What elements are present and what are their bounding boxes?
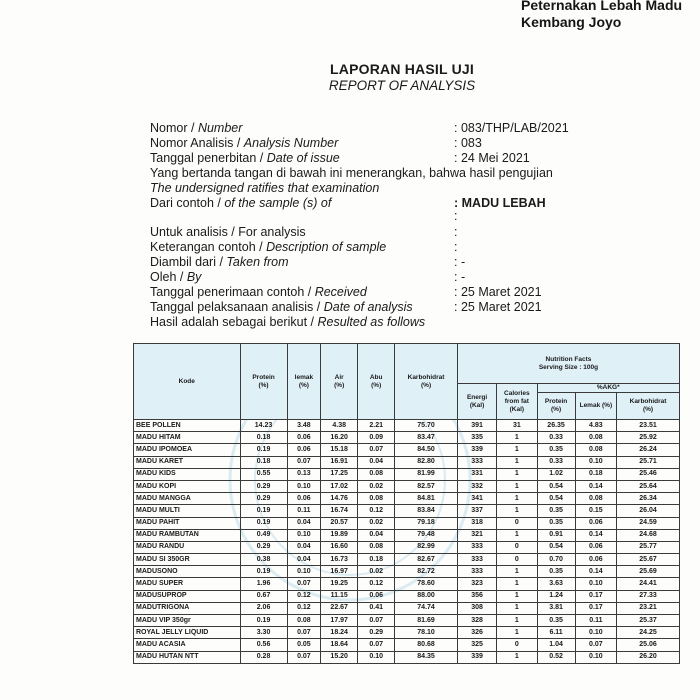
statement-text: Yang bertanda tangan di bawah ini menerangkan, bahwa hasil pengujian bbox=[150, 166, 553, 180]
cell-lemak: 0.06 bbox=[287, 432, 321, 444]
cell-akg-lemak: 0.14 bbox=[575, 566, 616, 578]
header-karbohidrat: Karbohidrat (%) bbox=[395, 344, 458, 420]
sample-label: Dari contoh / of the sample (s) of bbox=[150, 196, 332, 210]
cell-energi: 326 bbox=[457, 627, 496, 639]
cell-air: 18.64 bbox=[321, 639, 358, 651]
cell-lemak: 0.11 bbox=[287, 505, 321, 517]
cell-karbohidrat: 75.70 bbox=[395, 420, 458, 432]
table-row bbox=[134, 602, 680, 614]
header-akg: %AKG* bbox=[537, 384, 679, 393]
cell-lemak: 0.07 bbox=[287, 627, 321, 639]
cell-karbohidrat: 81.99 bbox=[395, 468, 458, 480]
cell-protein: 0.18 bbox=[240, 432, 287, 444]
cell-energi: 391 bbox=[457, 420, 496, 432]
cell-kode: MADUSONO bbox=[134, 566, 241, 578]
cell-protein: 0.29 bbox=[240, 493, 287, 505]
cell-akg-lemak: 0.11 bbox=[575, 615, 616, 627]
cell-abu: 0.04 bbox=[358, 456, 395, 468]
cell-kode: MADU RANDU bbox=[134, 541, 241, 553]
detail-date-analysis-value: : 25 Maret 2021 bbox=[454, 300, 542, 314]
table-row bbox=[134, 541, 680, 553]
cell-air: 15.18 bbox=[321, 444, 358, 456]
table-row bbox=[134, 505, 680, 517]
cell-akg-lemak: 0.18 bbox=[575, 468, 616, 480]
cell-akg-karbohidrat: 23.21 bbox=[617, 602, 680, 614]
cell-abu: 0.10 bbox=[358, 651, 395, 663]
cell-akg-lemak: 0.14 bbox=[575, 480, 616, 492]
cell-protein: 2.06 bbox=[240, 602, 287, 614]
cell-kode: MADU KOPI bbox=[134, 480, 241, 492]
cell-abu: 0.04 bbox=[358, 529, 395, 541]
header-protein: Protein (%) bbox=[240, 344, 287, 420]
cell-lemak: 0.12 bbox=[287, 602, 321, 614]
cell-akg-protein: 3.63 bbox=[537, 578, 575, 590]
cell-akg-karbohidrat: 25.92 bbox=[617, 432, 680, 444]
cell-akg-lemak: 0.17 bbox=[575, 590, 616, 602]
results-table-body bbox=[134, 420, 680, 664]
cell-protein: 0.19 bbox=[240, 517, 287, 529]
cell-energi: 333 bbox=[457, 541, 496, 553]
cell-calories-from-fat: 1 bbox=[497, 432, 537, 444]
table-row bbox=[134, 615, 680, 627]
cell-protein: 0.19 bbox=[240, 505, 287, 517]
cell-karbohidrat: 82.99 bbox=[395, 541, 458, 553]
table-row bbox=[134, 566, 680, 578]
cell-air: 17.02 bbox=[321, 480, 358, 492]
cell-lemak: 0.12 bbox=[287, 590, 321, 602]
cell-calories-from-fat: 0 bbox=[497, 639, 537, 651]
cell-abu: 0.02 bbox=[358, 566, 395, 578]
cell-air: 16.73 bbox=[321, 554, 358, 566]
cell-calories-from-fat: 0 bbox=[497, 554, 537, 566]
cell-calories-from-fat: 1 bbox=[497, 493, 537, 505]
company-name-line1: Peternakan Lebah Madu bbox=[521, 0, 683, 13]
cell-akg-protein: 0.35 bbox=[537, 444, 575, 456]
cell-calories-from-fat: 1 bbox=[497, 566, 537, 578]
report-title-en: REPORT OF ANALYSIS bbox=[328, 78, 476, 93]
cell-akg-karbohidrat: 25.06 bbox=[617, 639, 680, 651]
cell-energi: 356 bbox=[457, 590, 496, 602]
cell-akg-karbohidrat: 26.24 bbox=[617, 444, 680, 456]
cell-kode: MADU IPOMOEA bbox=[134, 444, 241, 456]
cell-kode: MADUSUPROP bbox=[134, 590, 241, 602]
cell-air: 16.60 bbox=[321, 541, 358, 553]
table-row bbox=[134, 578, 680, 590]
cell-akg-karbohidrat: 25.71 bbox=[617, 456, 680, 468]
table-row bbox=[134, 493, 680, 505]
cell-akg-protein: 0.54 bbox=[537, 541, 575, 553]
cell-akg-karbohidrat: 25.64 bbox=[617, 480, 680, 492]
cell-air: 17.25 bbox=[321, 468, 358, 480]
cell-air: 4.38 bbox=[321, 420, 358, 432]
cell-lemak: 0.13 bbox=[287, 468, 321, 480]
cell-akg-karbohidrat: 24.68 bbox=[617, 529, 680, 541]
cell-energi: 335 bbox=[457, 432, 496, 444]
cell-akg-protein: 6.11 bbox=[537, 627, 575, 639]
cell-calories-from-fat: 0 bbox=[497, 517, 537, 529]
cell-akg-karbohidrat: 25.67 bbox=[617, 554, 680, 566]
cell-protein: 1.96 bbox=[240, 578, 287, 590]
cell-karbohidrat: 83.47 bbox=[395, 432, 458, 444]
cell-abu: 0.12 bbox=[358, 505, 395, 517]
cell-kode: ROYAL JELLY LIQUID bbox=[134, 627, 241, 639]
table-row bbox=[134, 468, 680, 480]
header-abu: Abu (%) bbox=[358, 344, 395, 420]
cell-kode: MADU PAHIT bbox=[134, 517, 241, 529]
cell-calories-from-fat: 1 bbox=[497, 505, 537, 517]
cell-karbohidrat: 82.80 bbox=[395, 456, 458, 468]
cell-karbohidrat: 79.18 bbox=[395, 517, 458, 529]
cell-akg-karbohidrat: 26.34 bbox=[617, 493, 680, 505]
cell-akg-lemak: 0.17 bbox=[575, 602, 616, 614]
cell-kode: MADU MANGGA bbox=[134, 493, 241, 505]
cell-energi: 333 bbox=[457, 566, 496, 578]
cell-lemak: 0.06 bbox=[287, 493, 321, 505]
cell-kode: MADU SUPER bbox=[134, 578, 241, 590]
cell-akg-protein: 0.91 bbox=[537, 529, 575, 541]
cell-energi: 337 bbox=[457, 505, 496, 517]
header-akg-protein: Protein (%) bbox=[537, 393, 575, 420]
cell-air: 19.25 bbox=[321, 578, 358, 590]
cell-protein: 0.49 bbox=[240, 529, 287, 541]
cell-protein: 0.38 bbox=[240, 554, 287, 566]
detail-taken-from-label: Diambil dari / Taken from bbox=[150, 255, 289, 269]
cell-calories-from-fat: 1 bbox=[497, 602, 537, 614]
cell-calories-from-fat: 1 bbox=[497, 651, 537, 663]
cell-akg-lemak: 0.08 bbox=[575, 444, 616, 456]
detail-received-label: Tanggal penerimaan contoh / Received bbox=[150, 285, 367, 299]
cell-abu: 0.18 bbox=[358, 554, 395, 566]
cell-energi: 321 bbox=[457, 529, 496, 541]
cell-calories-from-fat: 1 bbox=[497, 480, 537, 492]
cell-akg-lemak: 0.15 bbox=[575, 505, 616, 517]
cell-karbohidrat: 78.10 bbox=[395, 627, 458, 639]
cell-calories-from-fat: 0 bbox=[497, 541, 537, 553]
header-energi: Energi (Kal) bbox=[457, 384, 496, 420]
cell-kode: MADU HITAM bbox=[134, 432, 241, 444]
sample-value: : MADU LEBAH bbox=[454, 196, 546, 210]
detail-by-label: Oleh / By bbox=[150, 270, 202, 284]
cell-akg-karbohidrat: 27.33 bbox=[617, 590, 680, 602]
field-number-value: : 083/THP/LAB/2021 bbox=[454, 121, 569, 135]
cell-kode: MADU HUTAN NTT bbox=[134, 651, 241, 663]
cell-protein: 3.30 bbox=[240, 627, 287, 639]
cell-akg-protein: 0.33 bbox=[537, 432, 575, 444]
cell-akg-protein: 0.35 bbox=[537, 517, 575, 529]
cell-kode: MADU ACASIA bbox=[134, 639, 241, 651]
cell-abu: 0.07 bbox=[358, 639, 395, 651]
detail-description-label: Keterangan contoh / Description of sample bbox=[150, 240, 387, 254]
results-table bbox=[133, 343, 680, 664]
table-row bbox=[134, 480, 680, 492]
table-row bbox=[134, 651, 680, 663]
cell-akg-karbohidrat: 26.04 bbox=[617, 505, 680, 517]
cell-calories-from-fat: 1 bbox=[497, 529, 537, 541]
field-number-label: Nomor / Number bbox=[150, 121, 243, 135]
table-row bbox=[134, 639, 680, 651]
cell-calories-from-fat: 1 bbox=[497, 627, 537, 639]
cell-abu: 0.06 bbox=[358, 590, 395, 602]
cell-akg-lemak: 0.10 bbox=[575, 578, 616, 590]
field-date-issue-label: Tanggal penerbitan / Date of issue bbox=[150, 151, 340, 165]
cell-abu: 0.41 bbox=[358, 602, 395, 614]
cell-akg-protein: 0.35 bbox=[537, 615, 575, 627]
cell-akg-lemak: 0.10 bbox=[575, 456, 616, 468]
cell-akg-protein: 1.02 bbox=[537, 468, 575, 480]
cell-akg-lemak: 0.08 bbox=[575, 493, 616, 505]
cell-akg-lemak: 0.06 bbox=[575, 541, 616, 553]
cell-abu: 0.12 bbox=[358, 578, 395, 590]
header-lemak: lemak (%) bbox=[287, 344, 321, 420]
cell-lemak: 0.06 bbox=[287, 444, 321, 456]
cell-akg-karbohidrat: 25.77 bbox=[617, 541, 680, 553]
cell-air: 15.20 bbox=[321, 651, 358, 663]
table-row bbox=[134, 432, 680, 444]
cell-karbohidrat: 80.68 bbox=[395, 639, 458, 651]
cell-karbohidrat: 84.35 bbox=[395, 651, 458, 663]
cell-akg-lemak: 0.06 bbox=[575, 554, 616, 566]
company-name bbox=[521, 0, 682, 31]
cell-kode: MADU MULTI bbox=[134, 505, 241, 517]
cell-air: 16.74 bbox=[321, 505, 358, 517]
cell-energi: 308 bbox=[457, 602, 496, 614]
cell-air: 16.97 bbox=[321, 566, 358, 578]
cell-lemak: 0.07 bbox=[287, 578, 321, 590]
cell-air: 19.89 bbox=[321, 529, 358, 541]
cell-abu: 0.02 bbox=[358, 480, 395, 492]
cell-karbohidrat: 82.57 bbox=[395, 480, 458, 492]
cell-akg-protein: 0.70 bbox=[537, 554, 575, 566]
detail-received-value: : 25 Maret 2021 bbox=[454, 285, 542, 299]
header-calories-from-fat: Calories from fat (Kal) bbox=[497, 384, 537, 420]
cell-calories-from-fat: 1 bbox=[497, 615, 537, 627]
cell-kode: MADU SI 350GR bbox=[134, 554, 241, 566]
table-row bbox=[134, 517, 680, 529]
cell-protein: 0.67 bbox=[240, 590, 287, 602]
cell-energi: 328 bbox=[457, 615, 496, 627]
cell-akg-karbohidrat: 26.20 bbox=[617, 651, 680, 663]
cell-akg-lemak: 0.06 bbox=[575, 517, 616, 529]
detail-for-analysis-label: Untuk analisis / For analysis bbox=[150, 225, 306, 239]
cell-energi: 339 bbox=[457, 444, 496, 456]
cell-karbohidrat: 82.67 bbox=[395, 554, 458, 566]
cell-lemak: 0.10 bbox=[287, 566, 321, 578]
table-row bbox=[134, 627, 680, 639]
cell-air: 18.24 bbox=[321, 627, 358, 639]
header-nutrition-facts: Nutrition Facts Serving Size : 100g bbox=[457, 344, 679, 384]
header-akg-karbohidrat: Karbohidrat (%) bbox=[617, 393, 680, 420]
cell-akg-protein: 1.24 bbox=[537, 590, 575, 602]
cell-air: 17.97 bbox=[321, 615, 358, 627]
cell-akg-protein: 0.35 bbox=[537, 566, 575, 578]
cell-akg-karbohidrat: 25.37 bbox=[617, 615, 680, 627]
cell-akg-protein: 3.81 bbox=[537, 602, 575, 614]
cell-akg-karbohidrat: 25.69 bbox=[617, 566, 680, 578]
cell-abu: 0.08 bbox=[358, 468, 395, 480]
cell-protein: 14.23 bbox=[240, 420, 287, 432]
cell-akg-karbohidrat: 25.46 bbox=[617, 468, 680, 480]
table-row bbox=[134, 554, 680, 566]
cell-karbohidrat: 78.60 bbox=[395, 578, 458, 590]
cell-lemak: 0.05 bbox=[287, 639, 321, 651]
cell-akg-karbohidrat: 23.51 bbox=[617, 420, 680, 432]
detail-description-value: : bbox=[454, 240, 458, 254]
cell-akg-lemak: 0.10 bbox=[575, 651, 616, 663]
cell-akg-protein: 0.52 bbox=[537, 651, 575, 663]
cell-energi: 332 bbox=[457, 480, 496, 492]
cell-akg-protein: 0.54 bbox=[537, 493, 575, 505]
cell-karbohidrat: 74.74 bbox=[395, 602, 458, 614]
cell-protein: 0.29 bbox=[240, 541, 287, 553]
cell-abu: 0.07 bbox=[358, 615, 395, 627]
cell-air: 16.91 bbox=[321, 456, 358, 468]
cell-kode: MADU KIDS bbox=[134, 468, 241, 480]
detail-taken-from-value: : - bbox=[454, 255, 466, 269]
company-name-line2: Kembang Joyo bbox=[521, 14, 622, 30]
table-row bbox=[134, 444, 680, 456]
cell-calories-from-fat: 1 bbox=[497, 468, 537, 480]
cell-lemak: 0.07 bbox=[287, 651, 321, 663]
cell-protein: 0.56 bbox=[240, 639, 287, 651]
cell-abu: 0.09 bbox=[358, 432, 395, 444]
cell-energi: 318 bbox=[457, 517, 496, 529]
table-row bbox=[134, 420, 680, 432]
cell-calories-from-fat: 1 bbox=[497, 578, 537, 590]
field-analysis-number-label: Nomor Analisis / Analysis Number bbox=[150, 136, 339, 150]
cell-energi: 333 bbox=[457, 554, 496, 566]
cell-energi: 325 bbox=[457, 639, 496, 651]
cell-akg-protein: 26.35 bbox=[537, 420, 575, 432]
table-row bbox=[134, 529, 680, 541]
report-title: LAPORAN HASIL UJI bbox=[330, 61, 474, 77]
detail-results-label: Hasil adalah sebagai berikut / Resulted as follows bbox=[150, 315, 426, 329]
cell-akg-karbohidrat: 24.25 bbox=[617, 627, 680, 639]
header-kode: Kode bbox=[134, 344, 241, 420]
cell-energi: 341 bbox=[457, 493, 496, 505]
cell-karbohidrat: 82.72 bbox=[395, 566, 458, 578]
table-row bbox=[134, 590, 680, 602]
cell-akg-lemak: 0.07 bbox=[575, 639, 616, 651]
cell-akg-karbohidrat: 24.41 bbox=[617, 578, 680, 590]
cell-karbohidrat: 79.48 bbox=[395, 529, 458, 541]
cell-kode: MADU VIP 350gr bbox=[134, 615, 241, 627]
cell-air: 22.67 bbox=[321, 602, 358, 614]
field-analysis-number-value: : 083 bbox=[454, 136, 482, 150]
cell-lemak: 0.04 bbox=[287, 554, 321, 566]
cell-akg-karbohidrat: 24.59 bbox=[617, 517, 680, 529]
cell-protein: 0.28 bbox=[240, 651, 287, 663]
field-date-issue-value: : 24 Mei 2021 bbox=[454, 151, 530, 165]
table-row bbox=[134, 456, 680, 468]
cell-abu: 0.08 bbox=[358, 541, 395, 553]
cell-air: 14.76 bbox=[321, 493, 358, 505]
cell-kode: MADUTRIGONA bbox=[134, 602, 241, 614]
cell-lemak: 0.07 bbox=[287, 456, 321, 468]
cell-abu: 0.08 bbox=[358, 493, 395, 505]
cell-lemak: 0.10 bbox=[287, 480, 321, 492]
cell-abu: 0.07 bbox=[358, 444, 395, 456]
sample-colon: : bbox=[454, 209, 458, 223]
cell-air: 20.57 bbox=[321, 517, 358, 529]
cell-energi: 339 bbox=[457, 651, 496, 663]
cell-air: 11.15 bbox=[321, 590, 358, 602]
cell-kode: BEE POLLEN bbox=[134, 420, 241, 432]
cell-protein: 0.18 bbox=[240, 456, 287, 468]
cell-protein: 0.55 bbox=[240, 468, 287, 480]
detail-date-analysis-label: Tanggal pelaksanaan analisis / Date of analysis bbox=[150, 300, 413, 314]
cell-abu: 0.29 bbox=[358, 627, 395, 639]
cell-protein: 0.19 bbox=[240, 615, 287, 627]
cell-abu: 0.02 bbox=[358, 517, 395, 529]
cell-lemak: 0.04 bbox=[287, 541, 321, 553]
cell-calories-from-fat: 1 bbox=[497, 444, 537, 456]
cell-kode: MADU KARET bbox=[134, 456, 241, 468]
cell-akg-lemak: 0.14 bbox=[575, 529, 616, 541]
cell-karbohidrat: 88.00 bbox=[395, 590, 458, 602]
cell-karbohidrat: 83.84 bbox=[395, 505, 458, 517]
cell-protein: 0.19 bbox=[240, 566, 287, 578]
cell-protein: 0.29 bbox=[240, 480, 287, 492]
cell-lemak: 3.48 bbox=[287, 420, 321, 432]
cell-lemak: 0.08 bbox=[287, 615, 321, 627]
cell-energi: 323 bbox=[457, 578, 496, 590]
cell-akg-lemak: 0.10 bbox=[575, 627, 616, 639]
cell-akg-protein: 0.54 bbox=[537, 480, 575, 492]
cell-calories-from-fat: 1 bbox=[497, 456, 537, 468]
cell-lemak: 0.04 bbox=[287, 517, 321, 529]
cell-energi: 333 bbox=[457, 456, 496, 468]
cell-calories-from-fat: 1 bbox=[497, 590, 537, 602]
detail-for-analysis-value: : bbox=[454, 225, 458, 239]
cell-air: 16.20 bbox=[321, 432, 358, 444]
cell-energi: 331 bbox=[457, 468, 496, 480]
statement-text-en: The undersigned ratifies that examination bbox=[150, 181, 380, 195]
cell-calories-from-fat: 31 bbox=[497, 420, 537, 432]
cell-lemak: 0.10 bbox=[287, 529, 321, 541]
header-air: Air (%) bbox=[321, 344, 358, 420]
cell-karbohidrat: 84.50 bbox=[395, 444, 458, 456]
cell-kode: MADU RAMBUTAN bbox=[134, 529, 241, 541]
cell-akg-protein: 1.04 bbox=[537, 639, 575, 651]
cell-akg-lemak: 0.08 bbox=[575, 432, 616, 444]
cell-abu: 2.21 bbox=[358, 420, 395, 432]
cell-akg-protein: 0.35 bbox=[537, 505, 575, 517]
cell-protein: 0.19 bbox=[240, 444, 287, 456]
cell-karbohidrat: 81.69 bbox=[395, 615, 458, 627]
cell-akg-lemak: 4.83 bbox=[575, 420, 616, 432]
cell-karbohidrat: 84.81 bbox=[395, 493, 458, 505]
detail-by-value: : - bbox=[454, 270, 466, 284]
cell-akg-protein: 0.33 bbox=[537, 456, 575, 468]
header-akg-lemak: Lemak (%) bbox=[575, 393, 616, 420]
